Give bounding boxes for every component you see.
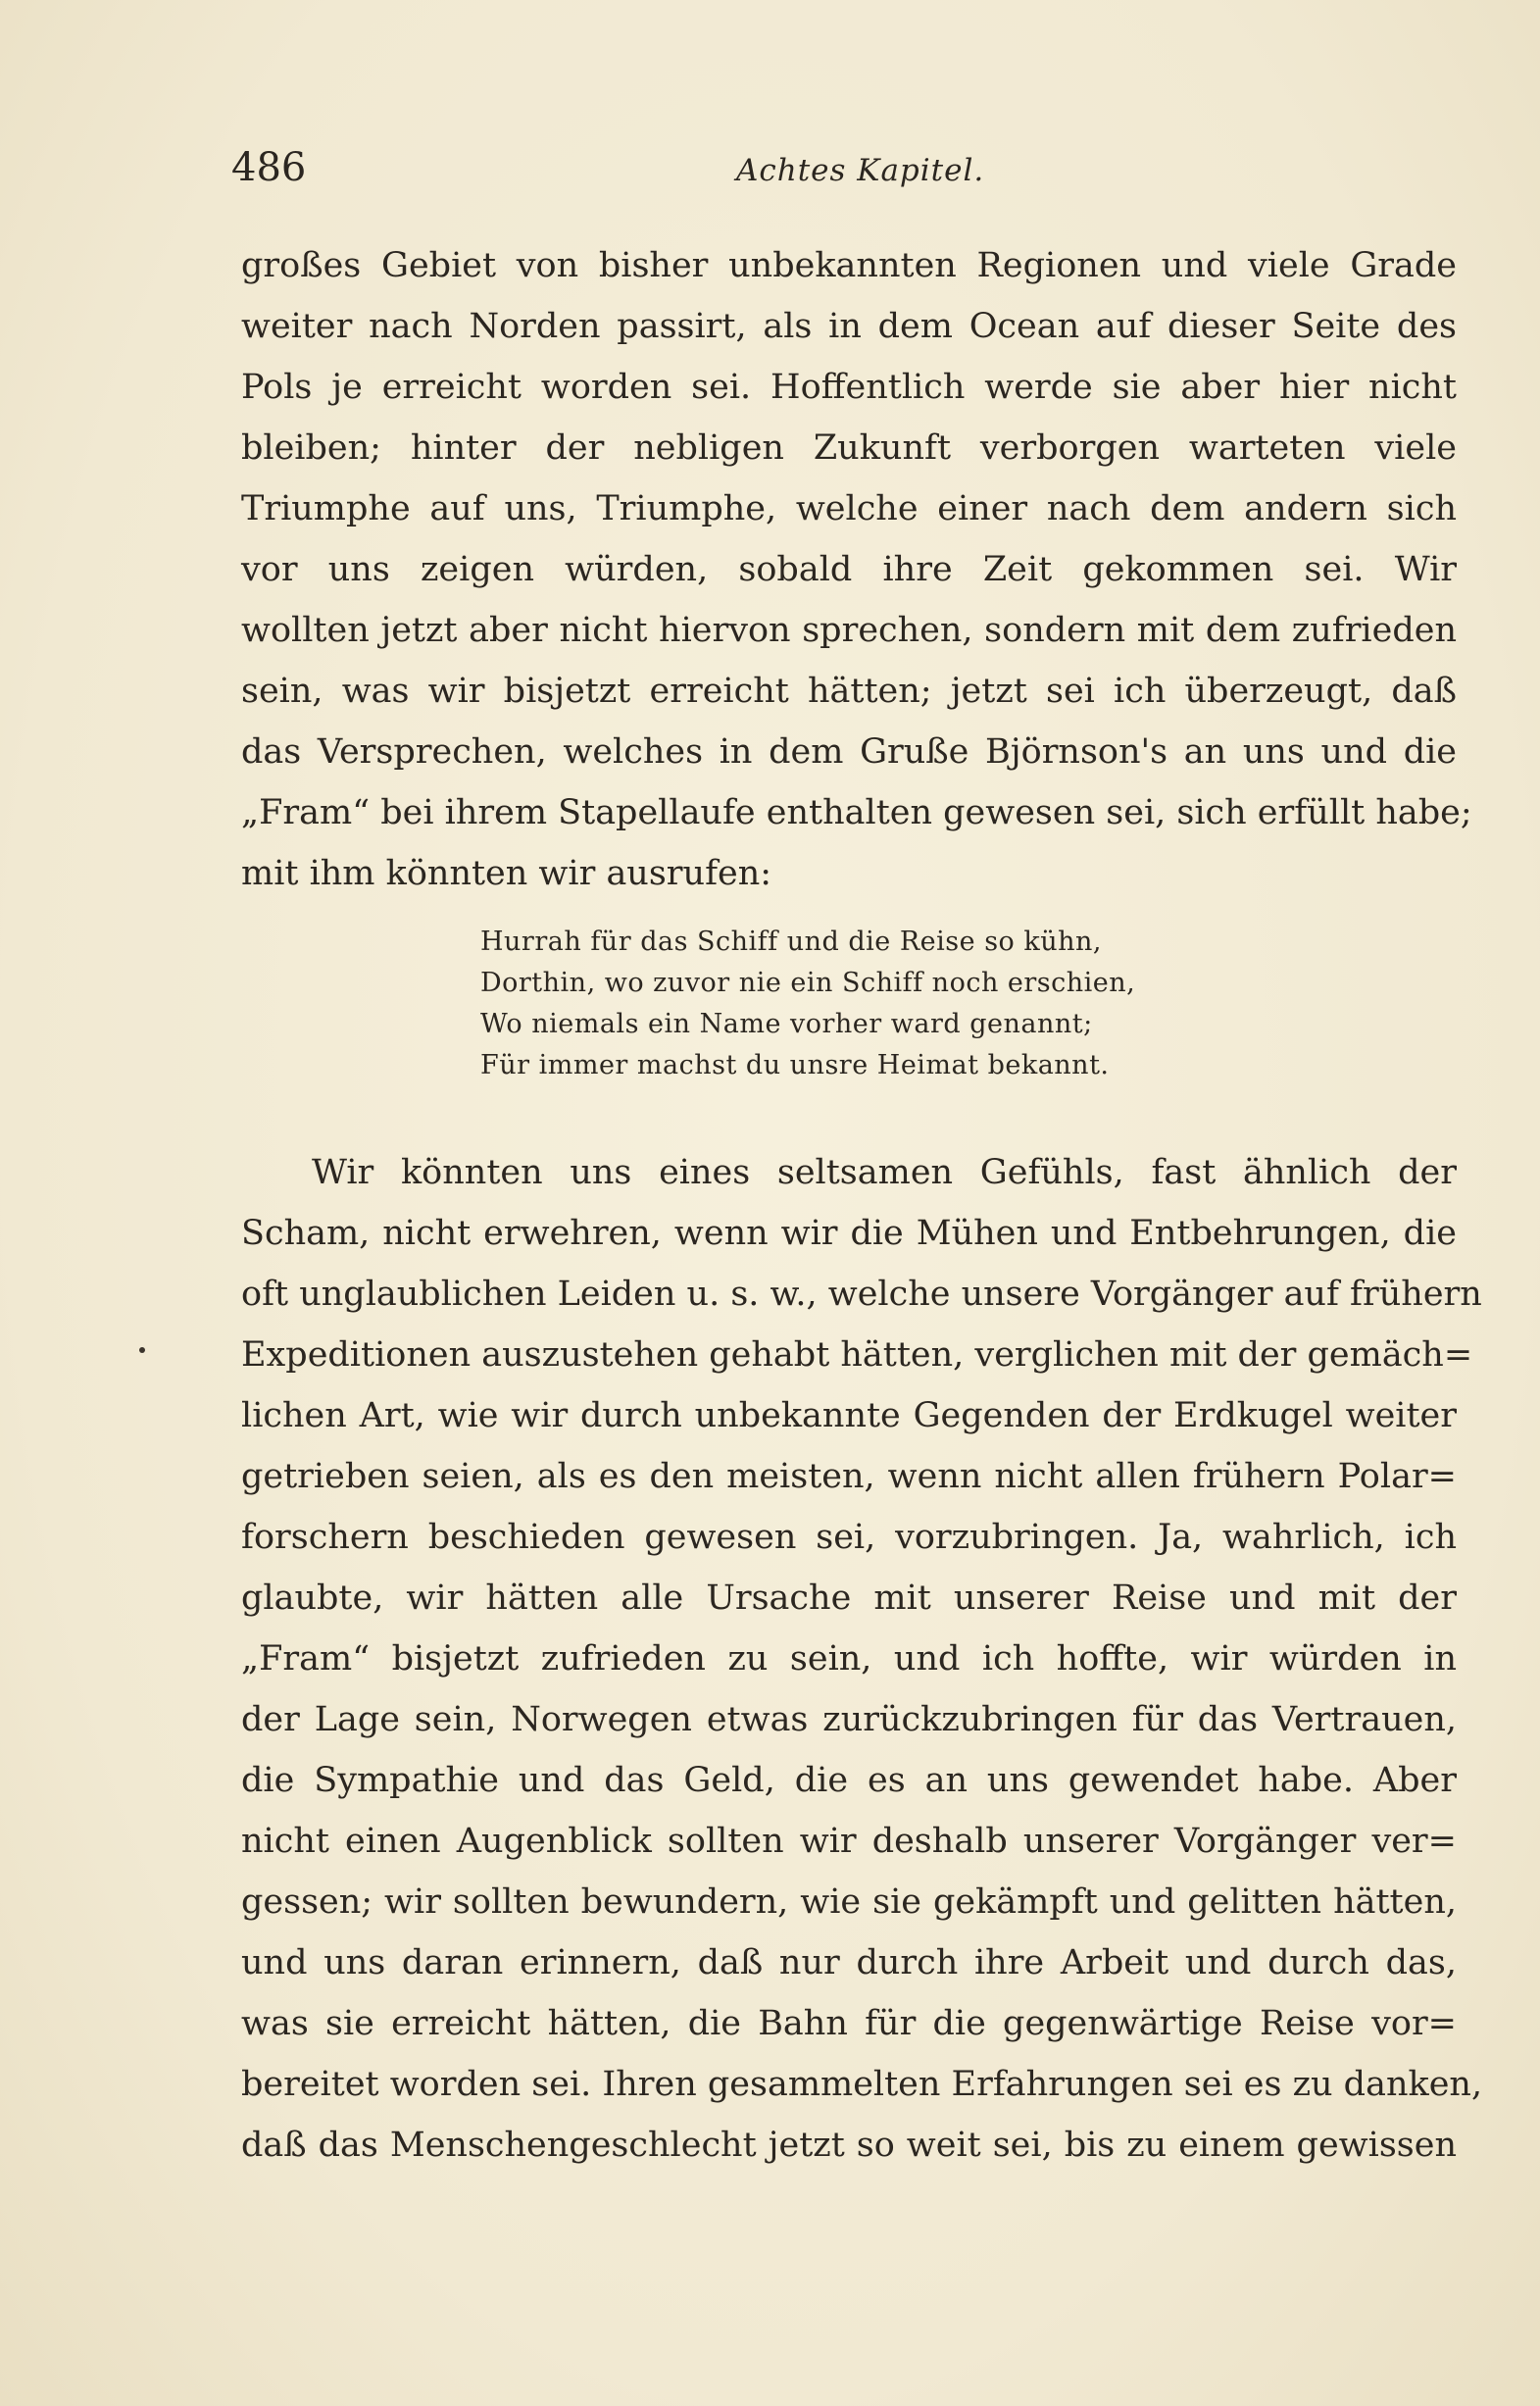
- verse-line: Dorthin, wo zuvor nie ein Schiff noch erschien,: [480, 968, 1136, 998]
- text-line: die Sympathie und das Geld, die es an uns gewendet habe. Aber: [241, 1761, 1457, 1800]
- page-header: [231, 145, 1422, 204]
- paragraph-continued: [241, 235, 1472, 904]
- text-line: Expeditionen auszustehen gehabt hätten, verglichen mit der gemäch=: [241, 1335, 1473, 1375]
- text-line: das Versprechen, welches in dem Gruße Björnson's an uns und die: [241, 732, 1457, 772]
- text-line: vor uns zeigen würden, sobald ihre Zeit gekommen sei. Wir: [241, 550, 1457, 589]
- text-line: was sie erreicht hätten, die Bahn für die gegenwärtige Reise vor=: [241, 2004, 1457, 2043]
- text-line: getrieben seien, als es den meisten, wenn nicht allen frühern Polar=: [241, 1457, 1457, 1496]
- text-line: wollten jetzt aber nicht hiervon sprechen, sondern mit dem zufrieden: [241, 611, 1457, 650]
- text-line: oft unglaublichen Leiden u. s. w., welche unsere Vorgänger auf frühern: [241, 1275, 1482, 1314]
- text-line: Triumphe auf uns, Triumphe, welche einer nach dem andern sich: [241, 489, 1457, 528]
- text-line: forschern beschieden gewesen sei, vorzubringen. Ja, wahrlich, ich: [241, 1518, 1457, 1557]
- text-line: bereitet worden sei. Ihren gesammelten Erfahrungen sei es zu danken,: [241, 2065, 1483, 2104]
- paragraph: [241, 1142, 1483, 2176]
- text-line: weiter nach Norden passirt, als in dem Ocean auf dieser Seite des: [241, 307, 1457, 346]
- text-line: Pols je erreicht worden sei. Hoffentlich werde sie aber hier nicht: [241, 368, 1457, 407]
- text-line: nicht einen Augenblick sollten wir deshalb unserer Vorgänger ver=: [241, 1822, 1457, 1861]
- verse-quotation: [480, 922, 1225, 1086]
- text-line: bleiben; hinter der nebligen Zukunft verborgen warteten viele: [241, 428, 1457, 468]
- page-number: 486: [231, 145, 307, 190]
- verse-line: Hurrah für das Schiff und die Reise so kühn,: [480, 927, 1103, 957]
- text-line: glaubte, wir hätten alle Ursache mit unserer Reise und mit der: [241, 1579, 1457, 1618]
- text-line: großes Gebiet von bisher unbekannten Regionen und viele Grade: [241, 246, 1457, 285]
- text-line: gessen; wir sollten bewundern, wie sie gekämpft und gelitten hätten,: [241, 1882, 1457, 1922]
- running-head: Achtes Kapitel.: [736, 153, 985, 188]
- text-line: der Lage sein, Norwegen etwas zurückzubringen für das Vertrauen,: [241, 1700, 1457, 1739]
- text-line: mit ihm könnten wir ausrufen:: [241, 854, 772, 893]
- text-line: Scham, nicht erwehren, wenn wir die Mühen und Entbehrungen, die: [241, 1214, 1457, 1253]
- margin-dot-mark: [139, 1347, 145, 1353]
- text-line: Wir könnten uns eines seltsamen Gefühls, fast ähnlich der: [312, 1153, 1457, 1192]
- text-line: „Fram“ bisjetzt zufrieden zu sein, und ich hoffte, wir würden in: [241, 1639, 1457, 1679]
- text-line: lichen Art, wie wir durch unbekannte Gegenden der Erdkugel weiter: [241, 1396, 1457, 1435]
- text-line: und uns daran erinnern, daß nur durch ihre Arbeit und durch das,: [241, 1943, 1457, 1982]
- text-line: sein, was wir bisjetzt erreicht hätten; jetzt sei ich überzeugt, daß: [241, 672, 1457, 711]
- verse-line: Wo niemals ein Name vorher ward genannt;: [480, 1009, 1093, 1039]
- text-line: „Fram“ bei ihrem Stapellaufe enthalten gewesen sei, sich erfüllt habe;: [241, 793, 1472, 832]
- verse-line: Für immer machst du unsre Heimat bekannt.: [480, 1050, 1110, 1080]
- text-line: daß das Menschengeschlecht jetzt so weit sei, bis zu einem gewissen: [241, 2126, 1457, 2165]
